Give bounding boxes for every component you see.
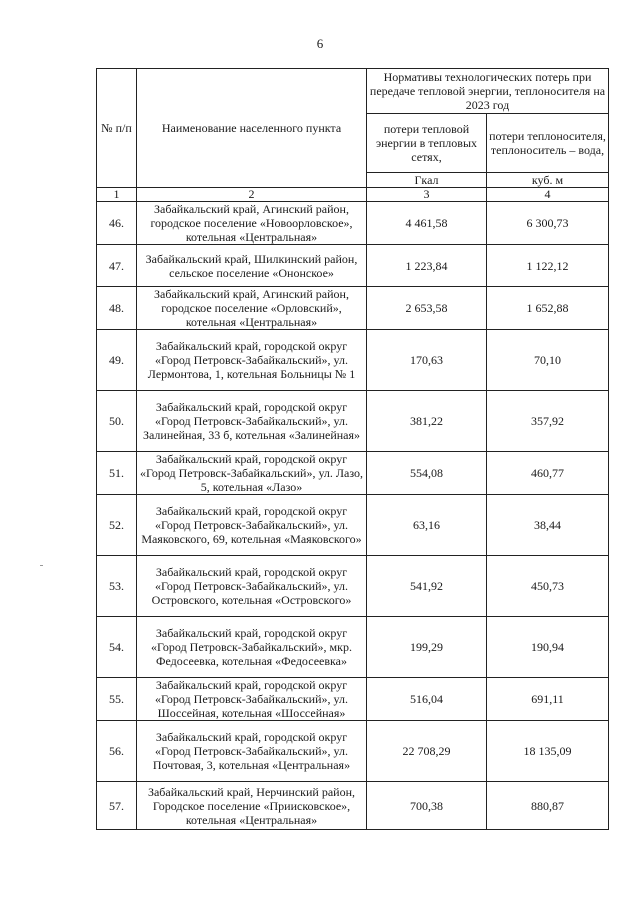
- row-number: 47.: [97, 245, 137, 287]
- row-name: Забайкальский край, городской округ «Город Петровск-Забайкальский», мкр. Федосеевка, котельная «Федосеевка»: [137, 617, 367, 678]
- norms-table: [96, 68, 609, 830]
- table-row: [97, 495, 609, 556]
- index-4: 4: [487, 188, 609, 202]
- row-number: 53.: [97, 556, 137, 617]
- table-row: [97, 782, 609, 830]
- row-number: 57.: [97, 782, 137, 830]
- index-3: 3: [367, 188, 487, 202]
- header-water-loss: потери теплоносителя, теплоноситель – вода,: [487, 114, 609, 173]
- row-name: Забайкальский край, Агинский район, городское поселение «Новоорловское», котельная «Центральная»: [137, 202, 367, 245]
- row-water-loss: 691,11: [487, 678, 609, 721]
- table-body: [97, 202, 609, 830]
- row-name: Забайкальский край, Агинский район, городское поселение «Орловский», котельная «Центральная»: [137, 287, 367, 330]
- row-heat-loss: 4 461,58: [367, 202, 487, 245]
- table-row: [97, 617, 609, 678]
- table-row: [97, 452, 609, 495]
- row-heat-loss: 170,63: [367, 330, 487, 391]
- row-name: Забайкальский край, городской округ «Город Петровск-Забайкальский», ул. Маяковского, 69, котельная «Маяковского»: [137, 495, 367, 556]
- row-heat-loss: 554,08: [367, 452, 487, 495]
- row-heat-loss: 199,29: [367, 617, 487, 678]
- index-1: 1: [97, 188, 137, 202]
- row-name: Забайкальский край, городской округ «Город Петровск-Забайкальский», ул. Почтовая, 3, котельная «Центральная»: [137, 721, 367, 782]
- row-name: Забайкальский край, Нерчинский район, Городское поселение «Приисковское», котельная «Центральная»: [137, 782, 367, 830]
- row-heat-loss: 381,22: [367, 391, 487, 452]
- unit-heat: Гкал: [367, 173, 487, 188]
- scan-artifact: [40, 565, 43, 566]
- row-water-loss: 357,92: [487, 391, 609, 452]
- row-water-loss: 6 300,73: [487, 202, 609, 245]
- table-row: [97, 330, 609, 391]
- table-row: [97, 245, 609, 287]
- index-2: 2: [137, 188, 367, 202]
- row-water-loss: 18 135,09: [487, 721, 609, 782]
- row-name: Забайкальский край, городской округ «Город Петровск-Забайкальский», ул. Залинейная, 33 б, котельная «Залинейная»: [137, 391, 367, 452]
- row-water-loss: 70,10: [487, 330, 609, 391]
- row-water-loss: 1 122,12: [487, 245, 609, 287]
- row-name: Забайкальский край, городской округ «Город Петровск-Забайкальский», ул. Лермонтова, 1, котельная Больницы № 1: [137, 330, 367, 391]
- row-number: 56.: [97, 721, 137, 782]
- table-row: [97, 678, 609, 721]
- row-name: Забайкальский край, городской округ «Город Петровск-Забайкальский», ул. Шоссейная, котельная «Шоссейная»: [137, 678, 367, 721]
- row-heat-loss: 22 708,29: [367, 721, 487, 782]
- row-water-loss: 880,87: [487, 782, 609, 830]
- table-row: [97, 287, 609, 330]
- row-number: 50.: [97, 391, 137, 452]
- row-water-loss: 190,94: [487, 617, 609, 678]
- row-name: Забайкальский край, городской округ «Город Петровск-Забайкальский», ул. Островского, котельная «Островского»: [137, 556, 367, 617]
- row-name: Забайкальский край, Шилкинский район, сельское поселение «Ононское»: [137, 245, 367, 287]
- row-water-loss: 38,44: [487, 495, 609, 556]
- header-name: Наименование населенного пункта: [137, 69, 367, 188]
- row-water-loss: 450,73: [487, 556, 609, 617]
- row-number: 46.: [97, 202, 137, 245]
- row-heat-loss: 700,38: [367, 782, 487, 830]
- row-heat-loss: 1 223,84: [367, 245, 487, 287]
- row-number: 49.: [97, 330, 137, 391]
- table-row: [97, 721, 609, 782]
- row-water-loss: 460,77: [487, 452, 609, 495]
- header-number: № п/п: [97, 69, 137, 188]
- header-row-index: [97, 188, 609, 202]
- row-number: 52.: [97, 495, 137, 556]
- table-row: [97, 391, 609, 452]
- header-group-title: Нормативы технологических потерь при передаче тепловой энергии, теплоносителя на 2023 год: [367, 69, 609, 114]
- row-water-loss: 1 652,88: [487, 287, 609, 330]
- row-name: Забайкальский край, городской округ «Город Петровск-Забайкальский», ул. Лазо, 5, котельная «Лазо»: [137, 452, 367, 495]
- unit-water: куб. м: [487, 173, 609, 188]
- header-heat-loss: потери тепловой энергии в тепловых сетях,: [367, 114, 487, 173]
- table-row: [97, 202, 609, 245]
- table-row: [97, 556, 609, 617]
- row-number: 55.: [97, 678, 137, 721]
- row-heat-loss: 516,04: [367, 678, 487, 721]
- row-heat-loss: 63,16: [367, 495, 487, 556]
- row-heat-loss: 541,92: [367, 556, 487, 617]
- header-row-top: [97, 69, 609, 114]
- row-heat-loss: 2 653,58: [367, 287, 487, 330]
- page-number: 6: [316, 36, 324, 51]
- row-number: 51.: [97, 452, 137, 495]
- row-number: 48.: [97, 287, 137, 330]
- row-number: 54.: [97, 617, 137, 678]
